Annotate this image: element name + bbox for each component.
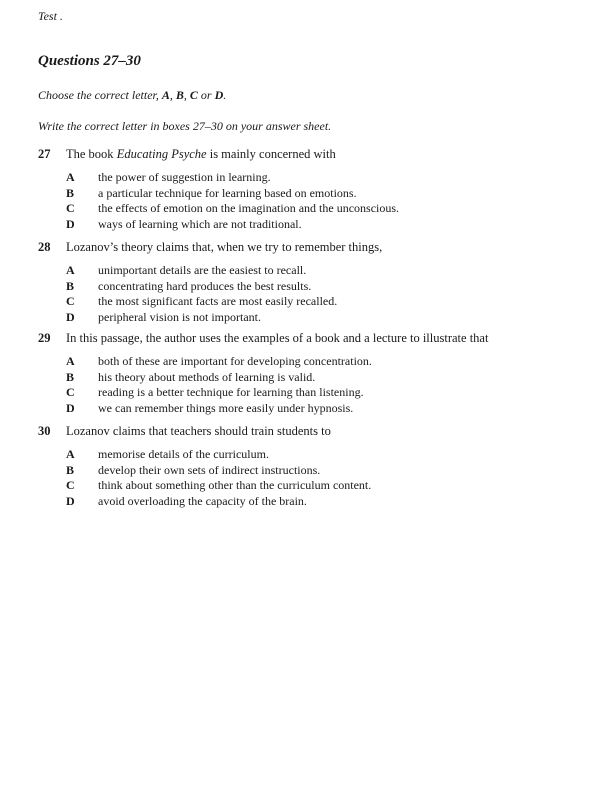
option-letter: B	[66, 278, 75, 293]
stem-before: The book	[66, 147, 117, 161]
option-text: the most significant facts are most easily recalled.	[98, 294, 338, 308]
page-header: Test .	[38, 9, 63, 23]
option-text: both of these are important for developing concentration.	[98, 354, 372, 368]
section-title: Questions 27–30	[38, 53, 141, 69]
letter-a: A	[161, 88, 170, 102]
separator: or	[197, 88, 215, 102]
question-number: 29	[38, 331, 51, 345]
option-letter: A	[66, 354, 75, 368]
question-stem	[38, 147, 588, 165]
option-text: ways of learning which are not traditional.	[98, 216, 302, 231]
option-letter: C	[66, 385, 75, 399]
letter-b: B	[175, 88, 184, 102]
option-a	[66, 263, 588, 279]
option-letter: B	[66, 369, 75, 384]
question-27	[38, 147, 588, 232]
question-number: 27	[38, 147, 51, 161]
option-c	[66, 385, 588, 401]
option-text: develop their own sets of indirect instructions.	[98, 462, 321, 477]
option-letter: D	[66, 309, 75, 324]
option-letter: D	[66, 400, 75, 415]
option-letter: A	[66, 447, 75, 461]
option-a	[66, 354, 588, 370]
option-letter: C	[66, 478, 75, 492]
option-b	[66, 463, 588, 479]
option-c	[66, 294, 588, 310]
option-text: his theory about methods of learning is valid.	[98, 369, 316, 384]
option-d	[66, 310, 588, 326]
letter-c: C	[189, 88, 198, 102]
option-letter: B	[66, 185, 75, 200]
option-text: reading is a better technique for learning than listening.	[98, 385, 364, 399]
book-title: Educating Psyche	[116, 147, 207, 161]
option-text: memorise details of the curriculum.	[98, 447, 269, 461]
option-d	[66, 401, 588, 417]
question-number: 30	[38, 424, 51, 438]
option-text: we can remember things more easily under hypnosis.	[98, 400, 354, 415]
option-letter: C	[66, 201, 75, 215]
options-list	[38, 447, 588, 509]
option-c	[66, 478, 588, 494]
stem-after: is mainly concerned with	[206, 147, 336, 161]
option-b	[66, 279, 588, 295]
option-letter: C	[66, 294, 75, 308]
question-text: Lozanov’s theory claims that, when we try to remember things,	[66, 240, 383, 254]
question-text: Lozanov claims that teachers should train students to	[66, 424, 331, 438]
option-letter: A	[66, 170, 75, 184]
option-c	[66, 201, 588, 217]
option-text: a particular technique for learning based on emotions.	[98, 185, 357, 200]
option-text: the power of suggestion in learning.	[98, 170, 271, 184]
option-text: think about something other than the curriculum content.	[98, 478, 372, 492]
question-29	[38, 331, 588, 416]
separator: ,	[169, 88, 176, 102]
option-letter: D	[66, 493, 75, 508]
option-d	[66, 494, 588, 510]
option-a	[66, 170, 588, 186]
question-text	[66, 147, 336, 162]
option-letter: B	[66, 462, 75, 477]
options-list	[38, 170, 588, 232]
option-b	[66, 186, 588, 202]
question-stem	[38, 331, 588, 349]
separator: ,	[183, 88, 190, 102]
question-28	[38, 240, 588, 325]
instruction-prefix: Choose the correct letter,	[38, 88, 162, 102]
option-text: avoid overloading the capacity of the brain.	[98, 493, 307, 508]
option-a	[66, 447, 588, 463]
question-stem	[38, 240, 588, 258]
letter-d: D	[214, 88, 224, 102]
question-30	[38, 424, 588, 509]
options-list	[38, 263, 588, 325]
question-number: 28	[38, 240, 51, 254]
option-text: the effects of emotion on the imagination and the unconscious.	[98, 201, 400, 215]
options-list	[38, 354, 588, 416]
question-stem	[38, 424, 588, 442]
option-letter: A	[66, 263, 75, 277]
instruction-suffix: .	[223, 88, 227, 102]
option-d	[66, 217, 588, 233]
option-text: concentrating hard produces the best results.	[98, 278, 312, 293]
question-text: In this passage, the author uses the examples of a book and a lecture to illustrate that	[66, 331, 489, 345]
instruction-choose	[38, 88, 226, 103]
option-text: peripheral vision is not important.	[98, 309, 261, 324]
option-b	[66, 370, 588, 386]
option-letter: D	[66, 216, 75, 231]
option-text: unimportant details are the easiest to recall.	[98, 263, 307, 277]
instruction-write: Write the correct letter in boxes 27–30 on your answer sheet.	[38, 119, 332, 133]
